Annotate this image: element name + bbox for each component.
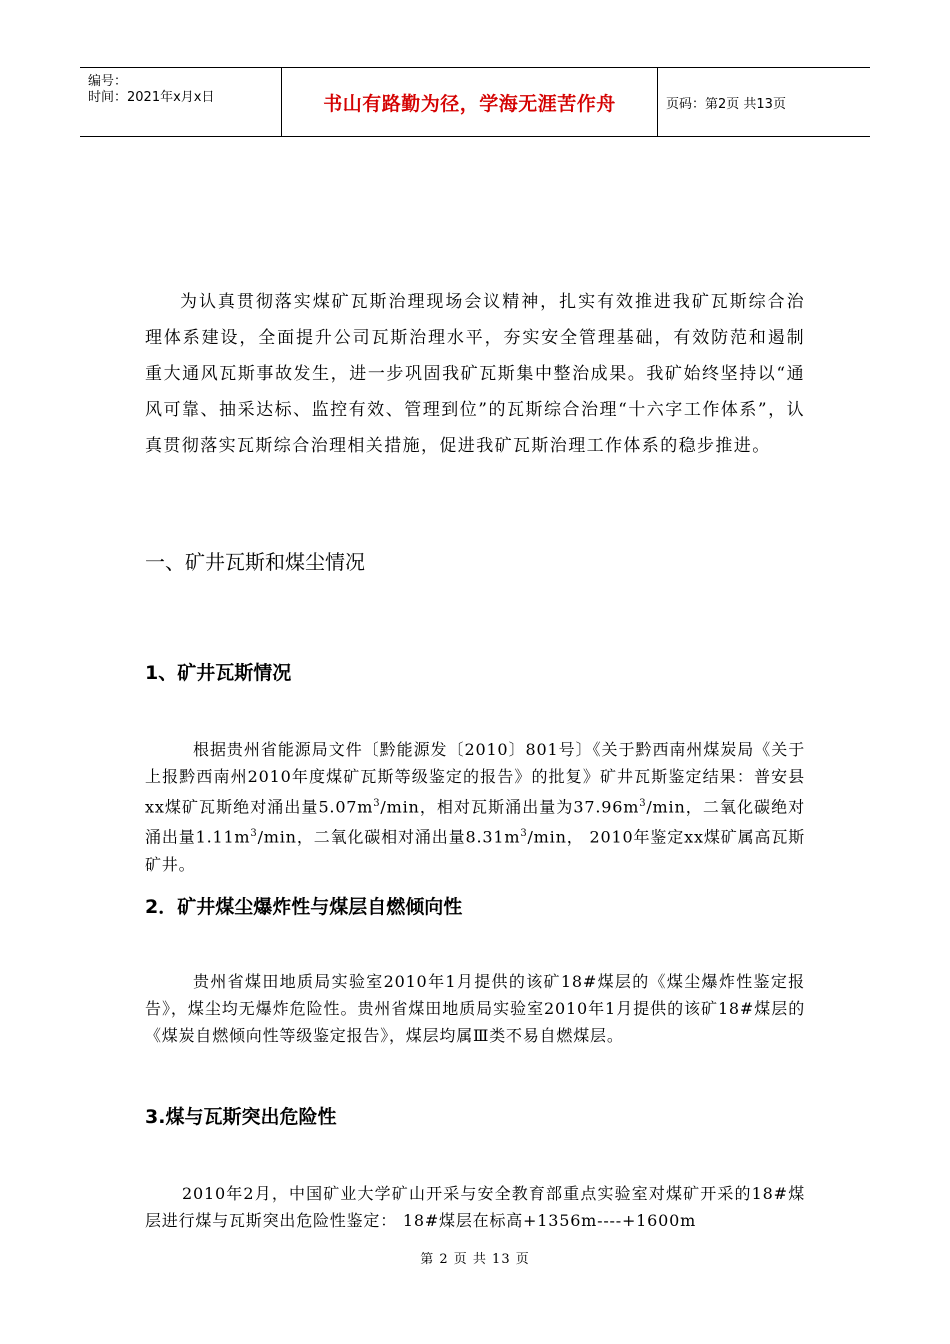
- sup-3: 3: [250, 828, 258, 840]
- page-header: [80, 67, 870, 137]
- gas-text-c: /min，二氧化碳绝对涌出量1.11m: [145, 797, 805, 847]
- dust-paragraph: 贵州省煤田地质局实验室2010年1月提供的该矿18#煤层的《煤尘爆炸性鉴定报告》，煤尘均无爆炸危险性。贵州省煤田地质局实验室2010年1月提供的该矿18#煤层的《煤炭自燃倾向性等级鉴定报告》，煤层均属Ⅲ类不易自燃煤层。: [145, 972, 805, 1045]
- sup-2: 3: [639, 798, 647, 809]
- page-footer: 第 2 页 共 13 页: [420, 1252, 530, 1267]
- sup-1: 3: [373, 798, 381, 809]
- sup-4: 3: [520, 828, 528, 840]
- gas-paragraph: [145, 736, 805, 878]
- section-heading-1: 一、矿井瓦斯和煤尘情况: [145, 550, 365, 574]
- intro-paragraph: 为认真贯彻落实煤矿瓦斯治理现场会议精神，扎实有效推进我矿瓦斯综合治理体系建设，全面提升公司瓦斯治理水平，夯实安全管理基础，有效防范和遏制重大通风瓦斯事故发生，进一步巩固我矿瓦斯集中整治成果。我矿始终坚持以“通风可靠、抽采达标、监控有效、管理到位”的瓦斯综合治理“十六字工作体系”，认真贯彻落实瓦斯综合治理相关措施，促进我矿瓦斯治理工作体系的稳步推进。: [145, 292, 805, 456]
- subsection-heading-dust: 2．矿井煤尘爆炸性与煤层自燃倾向性: [145, 896, 463, 918]
- subsection-heading-gas: 1、矿井瓦斯情况: [145, 662, 292, 684]
- gas-text-e: /min， 2010年鉴定xx煤矿属高瓦斯矿井。: [145, 827, 806, 874]
- header-page-info: 页码：第2页 共13页: [666, 96, 786, 112]
- header-motto: 书山有路勤为径，学海无涯苦作舟: [282, 68, 658, 136]
- outburst-paragraph: 2010年2月，中国矿业大学矿山开采与安全教育部重点实验室对煤矿开采的18#煤层进行煤与瓦斯突出危险性鉴定： 18#煤层在标高+1356m----+1600m: [145, 1184, 805, 1230]
- gas-text-d: /min，二氧化碳相对涌出量8.31m: [257, 827, 521, 847]
- number-label: 编号：: [88, 74, 128, 89]
- gas-text-b: /min，相对瓦斯涌出量为37.96m: [380, 797, 640, 817]
- time-label: 时间：2021年x月x日: [88, 90, 215, 105]
- header-meta: [80, 68, 282, 136]
- gas-text-a: 根据贵州省能源局文件〔黔能源发〔2010〕801号〕《关于黔西南州煤炭局《关于上报黔西南州2010年度煤矿瓦斯等级鉴定的报告》的批复》矿井瓦斯鉴定结果：普安县xx煤矿瓦斯绝对涌出量5.07m: [145, 740, 805, 817]
- subsection-heading-outburst: 3.煤与瓦斯突出危险性: [145, 1106, 337, 1128]
